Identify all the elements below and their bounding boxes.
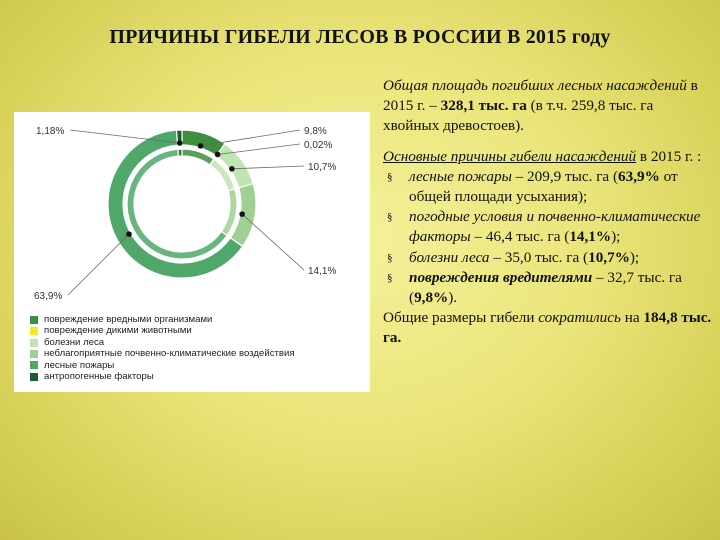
legend-item — [30, 371, 366, 382]
slice-inner-неблагоприятные-почвенно-климатические-воздействия — [221, 189, 237, 236]
leader-dot — [198, 143, 204, 149]
text-block — [383, 76, 713, 349]
legend-swatch — [30, 350, 38, 358]
legend-item — [30, 337, 366, 348]
legend-item — [30, 360, 366, 371]
slice-inner-антропогенные-факторы — [178, 149, 182, 156]
main-causes-year: в 2015 г. : — [636, 147, 702, 165]
legend-label: неблагоприятные почвенно-климатические воздействия — [44, 348, 295, 360]
leader-dot — [215, 152, 221, 158]
legend-item — [30, 325, 366, 336]
legend-swatch — [30, 361, 38, 369]
causes-list — [383, 167, 713, 308]
leader-dot — [229, 166, 235, 172]
legend-swatch — [30, 373, 38, 381]
value-label: 10,7% — [308, 162, 337, 173]
legend-item — [30, 314, 366, 325]
leader-dot — [177, 140, 183, 146]
list-item: § болезни леса – 35,0 тыс. га (10,7%); — [383, 248, 713, 268]
legend-label: повреждение дикими животными — [44, 325, 192, 337]
total-area-value: 328,1 тыс. га — [440, 97, 527, 115]
bullet-icon: § — [387, 251, 393, 264]
leader-dot — [239, 211, 245, 217]
leader-line — [242, 214, 304, 270]
value-label: 1,18% — [36, 126, 65, 137]
bullet-icon: § — [387, 170, 393, 183]
chart-panel — [14, 112, 370, 392]
legend-label: повреждение вредными организмами — [44, 314, 213, 325]
legend-label: антропогенные факторы — [44, 371, 154, 383]
bullet-icon: § — [387, 271, 393, 284]
chart-legend — [30, 314, 366, 382]
legend-swatch — [30, 327, 38, 335]
legend-label: болезни леса — [44, 336, 105, 348]
legend-swatch — [30, 316, 38, 324]
page-title: ПРИЧИНЫ ГИБЕЛИ ЛЕСОВ В РОССИИ В 2015 году — [109, 26, 611, 48]
legend-swatch — [30, 339, 38, 347]
paragraph-total-area — [383, 76, 713, 137]
paragraph-main-causes — [383, 147, 713, 167]
value-label: 63,9% — [34, 291, 63, 302]
value-label: 9,8% — [304, 126, 327, 137]
bullet-icon: § — [387, 211, 393, 224]
legend-label: лесные пожары — [44, 359, 115, 371]
list-item: § повреждения вредителями – 32,7 тыс. га (9,8%). — [387, 268, 682, 307]
paragraph-reduction: Общие размеры гибели сократились на 184,8 тыс. га. — [383, 309, 712, 347]
legend-item — [30, 348, 366, 359]
value-label: 14,1% — [308, 266, 337, 277]
leader-dot — [126, 231, 132, 237]
total-area-year: в 2015 г. – — [383, 77, 698, 115]
list-item: § погодные условия и почвенно-климатические факторы – 46,4 тыс. га (14,1%); — [387, 208, 701, 246]
total-area-label: Общая площадь погибших лесных насаждений — [383, 77, 687, 94]
leader-line — [68, 234, 129, 295]
value-label: 0,02% — [304, 140, 333, 151]
list-item: § лесные пожары – 209,9 тыс. га (63,9% от общей площади усыхания); — [387, 167, 678, 206]
main-causes-label: Основные причины гибели насаждений — [383, 147, 637, 165]
total-area-detail: (в т.ч. 259,8 тыс. га хвойных древостоев). — [383, 97, 654, 135]
